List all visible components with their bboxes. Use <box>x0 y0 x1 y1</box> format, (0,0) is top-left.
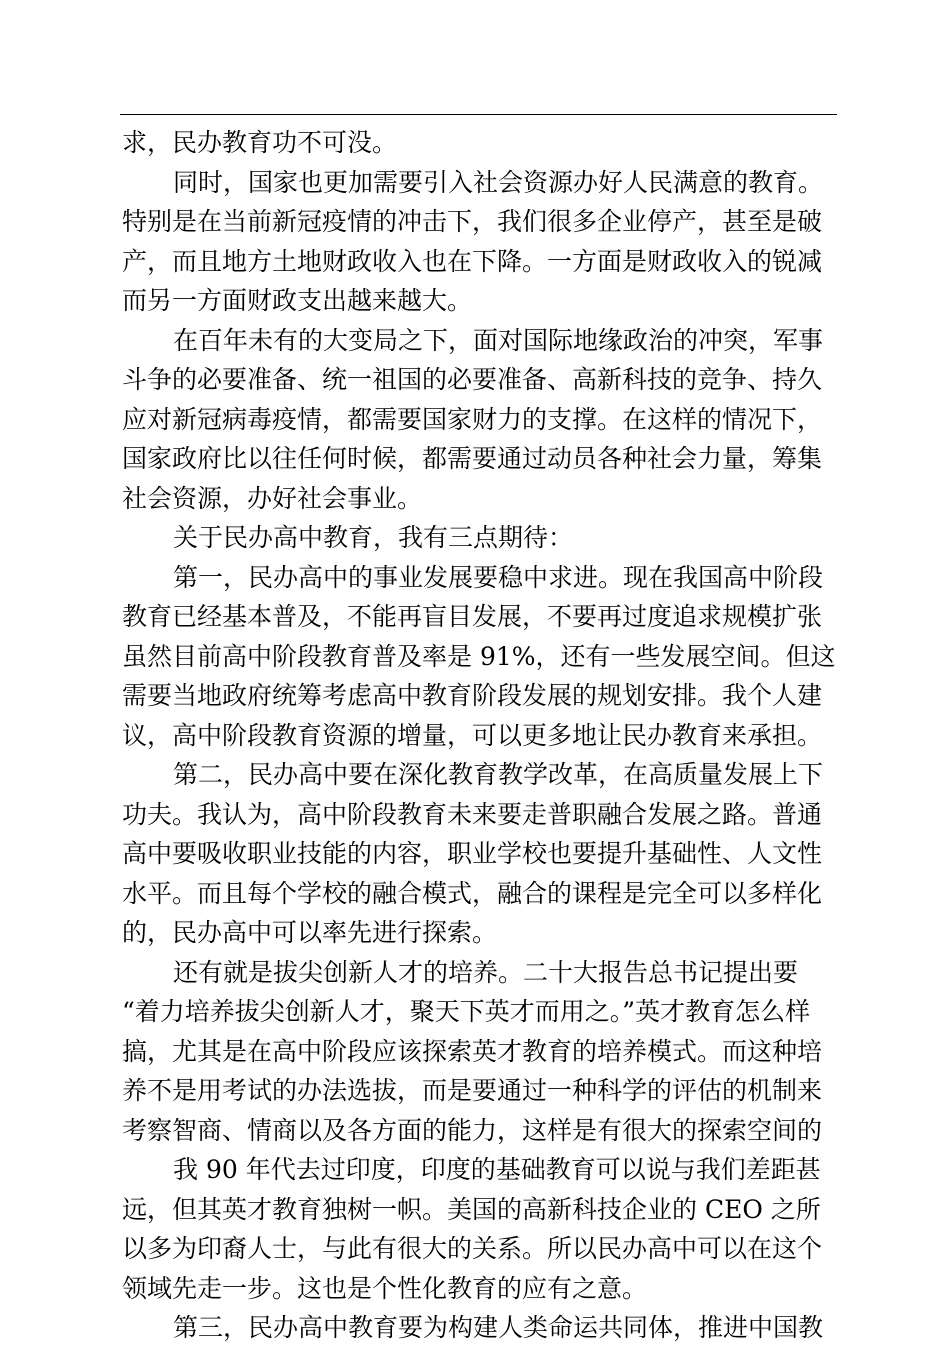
text-line: 高中要吸收职业技能的内容，职业学校也要提升基础性、人文性 <box>122 839 823 868</box>
text-line: 第二，民办高中要在深化教育教学改革，在高质量发展上下 <box>173 760 824 789</box>
body-text <box>122 123 837 1348</box>
text-line: 水平。而且每个学校的融合模式，融合的课程是完全可以多样化 <box>122 878 823 908</box>
text-line: 我 90 年代去过印度，印度的基础教育可以说与我们差距甚 <box>173 1155 821 1184</box>
text-line: 以多为印裔人士，与此有很大的关系。所以民办高中可以在这个 <box>122 1234 823 1263</box>
text-line: 议，高中阶段教育资源的增量，可以更多地让民办教育来承担。 <box>122 720 823 750</box>
text-line: 领域先走一步。这也是个性化教育的应有之意。 <box>122 1273 648 1303</box>
text-line: 特别是在当前新冠疫情的冲击下，我们很多企业停产，甚至是破 <box>122 207 823 236</box>
text-line: 求，民办教育功不可没。 <box>122 128 398 157</box>
text-line: 国家政府比以往任何时候，都需要通过动员各种社会力量，筹集 <box>122 444 823 473</box>
text-line: 教育已经基本普及，不能再盲目发展，不要再过度追求规模扩张 <box>122 602 823 631</box>
text-line: 斗争的必要准备、统一祖国的必要准备、高新科技的竞争、持久 <box>122 365 823 394</box>
header-rule <box>120 114 837 115</box>
text-line: 功夫。我认为，高中阶段教育未来要走普职融合发展之路。普通 <box>122 799 823 829</box>
text-line: 搞，尤其是在高中阶段应该探索英才教育的培养模式。而这种培 <box>122 1036 823 1066</box>
text-line: 的，民办高中可以率先进行探索。 <box>122 918 498 947</box>
text-line: 考察智商、情商以及各方面的能力，这样是有很大的探索空间的 <box>122 1115 823 1145</box>
text-line: 在百年未有的大变局之下，面对国际地缘政治的冲突，军事 <box>173 325 824 355</box>
text-line: 而另一方面财政支出越来越大。 <box>122 286 473 315</box>
text-line: 第三，民办高中教育要为构建人类命运共同体，推进中国教 <box>173 1313 824 1342</box>
text-line: 远，但其英才教育独树一帜。美国的高新科技企业的 CEO 之所 <box>122 1194 821 1224</box>
text-line: 还有就是拔尖创新人才的培养。二十大报告总书记提出要 <box>173 957 799 987</box>
text-line: 第一，民办高中的事业发展要稳中求进。现在我国高中阶段 <box>173 562 824 592</box>
text-line: 养不是用考试的办法选拔，而是要通过一种科学的评估的机制来 <box>122 1076 823 1105</box>
text-line: 应对新冠病毒疫情，都需要国家财力的支撑。在这样的情况下， <box>122 404 823 434</box>
text-line: 需要当地政府统筹考虑高中教育阶段发展的规划安排。我个人建 <box>122 681 823 710</box>
text-line: 虽然目前高中阶段教育普及率是 91%，还有一些发展空间。但这 <box>122 641 836 671</box>
text-line: 社会资源，办好社会事业。 <box>122 483 423 513</box>
text-line: 关于民办高中教育，我有三点期待： <box>173 523 574 552</box>
text-line: 产，而且地方土地财政收入也在下降。一方面是财政收入的锐减 <box>122 246 823 276</box>
text-line: “着力培养拔尖创新人才，聚天下英才而用之。”英才教育怎么样 <box>122 997 811 1026</box>
text-line: 同时，国家也更加需要引入社会资源办好人民满意的教育。 <box>173 167 824 197</box>
